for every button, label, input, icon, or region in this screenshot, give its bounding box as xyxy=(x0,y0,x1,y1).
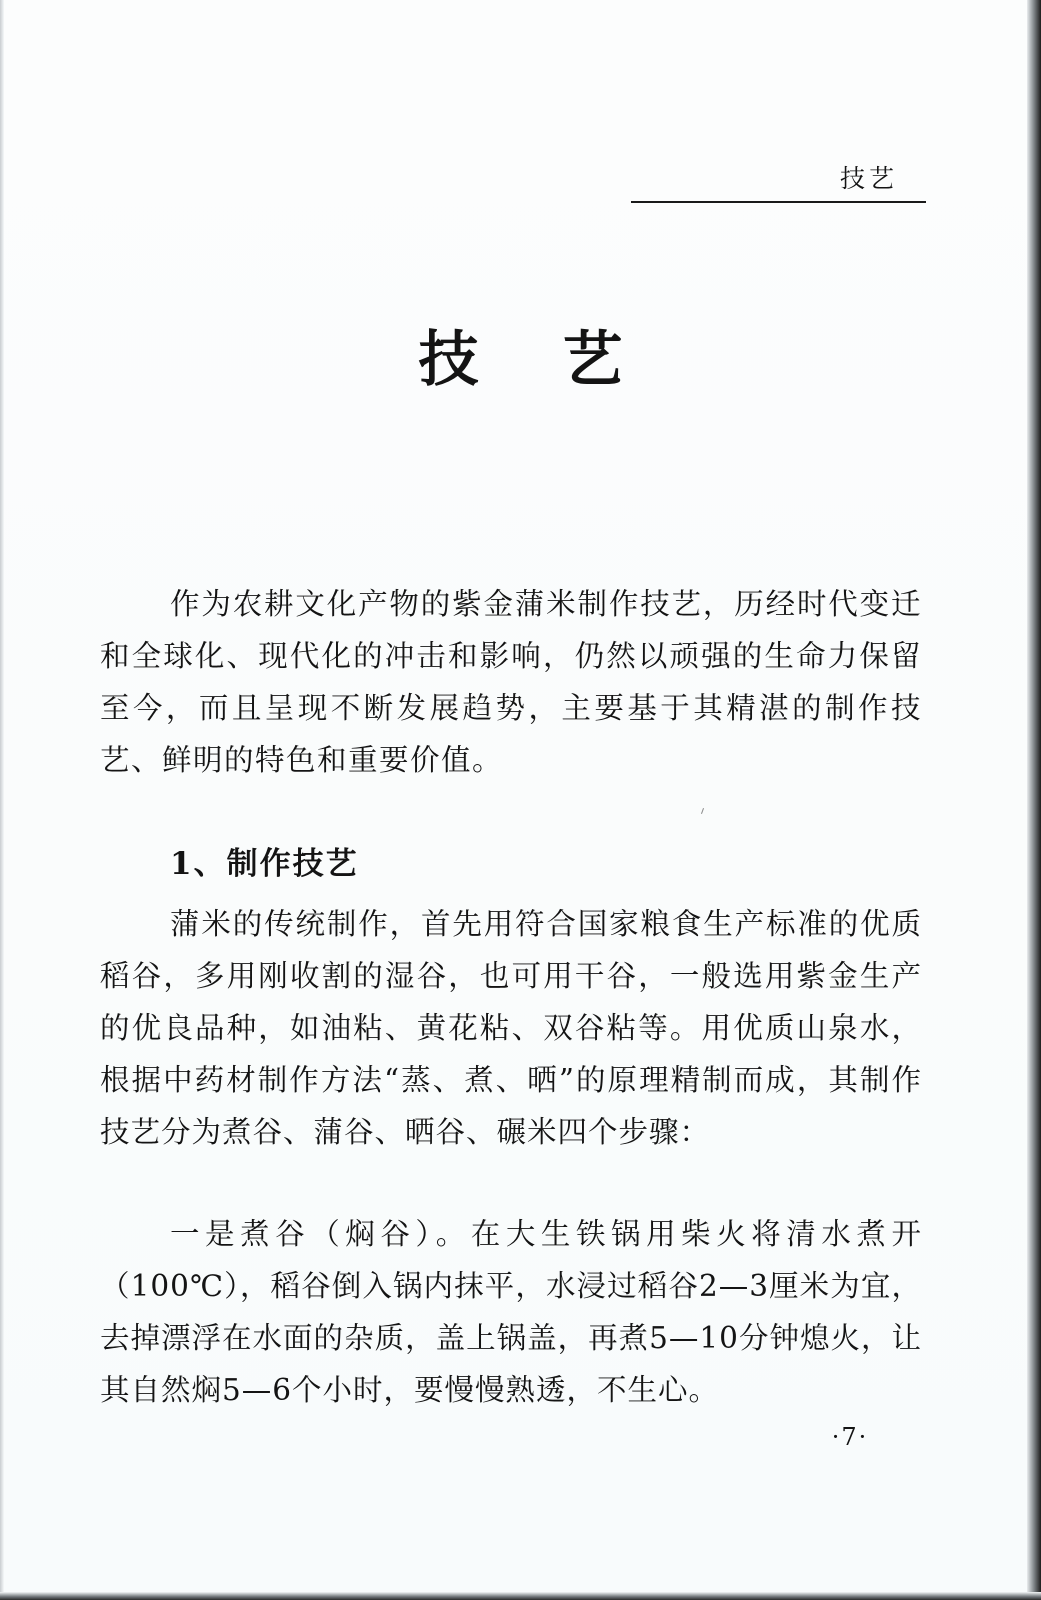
process-paragraph: 蒲米的传统制作，首先用符合国家粮食生产标准的优质稻谷，多用刚收割的湿谷，也可用干谷，一般选用紫金生产的优良品种，如油粘、黄花粘、双谷粘等。用优质山泉水，根据中药材制作方法“蒸、煮、晒”的原理精制而成，其制作技艺分为煮谷、蒲谷、晒谷、碾米四个步骤： xyxy=(100,907,922,1149)
step-one-paragraph: 一是煮谷（焖谷）。在大生铁锅用柴火将清水煮开（100℃），稻谷倒入锅内抹平，水浸过稻谷2—3厘米为宜，去掉漂浮在水面的杂质，盖上锅盖，再煮5—10分钟熄火，让其自然焖5—6个小时，要慢慢熟透，不生心。 xyxy=(100,1217,922,1407)
chapter-title: 技艺 xyxy=(418,325,707,396)
scan-bottom-edge xyxy=(0,1592,1041,1600)
section-heading: 1、制作技艺 xyxy=(170,846,359,882)
scan-left-edge xyxy=(0,0,4,1600)
running-head: 技艺 xyxy=(839,164,898,193)
header-rule xyxy=(631,201,926,203)
page-number: ·7· xyxy=(831,1423,869,1451)
intro-paragraph: 作为农耕文化产物的紫金蒲米制作技艺，历经时代变迁和全球化、现代化的冲击和影响，仍然以顽强的生命力保留至今，而且呈现不断发展趋势，主要基于其精湛的制作技艺、鲜明的特色和重要价值。 xyxy=(100,587,922,777)
scan-right-edge xyxy=(1027,0,1041,1600)
scan-speck xyxy=(701,808,704,814)
